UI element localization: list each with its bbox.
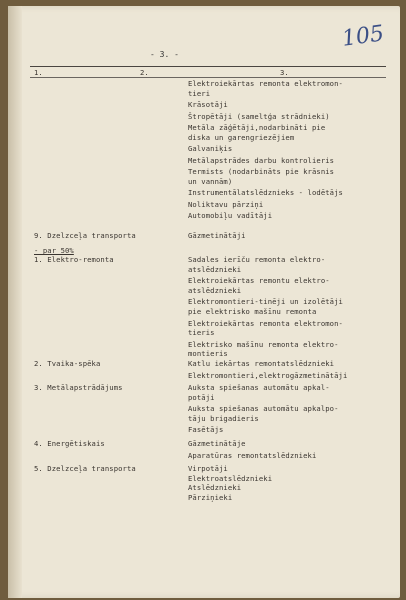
profession-line: diska un garengriezējiem <box>188 132 295 142</box>
section-header: - par 50% <box>34 246 74 255</box>
header-rule-top <box>30 66 386 67</box>
profession-line: montieris <box>188 349 228 359</box>
profession-line: Gāzmetinātāje <box>188 439 246 448</box>
handwritten-page-number: 105 <box>340 21 386 52</box>
profession-line: Gāzmetinātāji <box>188 231 246 240</box>
profession-line: tieri <box>188 88 211 98</box>
profession-line: tieris <box>188 328 215 338</box>
profession-line: pie elektrisko mašīnu remonta <box>188 307 317 316</box>
column-header-1: 1. <box>34 68 43 77</box>
binding-gutter <box>8 6 22 598</box>
profession-line: Katlu iekārtas remontatslēdznieki <box>188 359 335 368</box>
profession-line: potāji <box>188 392 215 402</box>
profession-line: Elektrisko mašīnu remonta elektro- <box>188 339 339 349</box>
profession-line: Termists (nodarbināts pie krāsnis <box>188 167 335 176</box>
profession-line: Automobiļu vadītāji <box>188 211 273 220</box>
profession-line: Noliktavu pārziņi <box>188 199 264 209</box>
row-category: 1. Elektro-remonta <box>34 255 114 264</box>
profession-line: Virpotāji <box>188 464 228 473</box>
profession-line: Galvaniķis <box>188 144 233 153</box>
profession-line: Aparatūras remontatslēdznieki <box>188 451 317 460</box>
profession-line: Metālapstrādes darbu kontrolieris <box>188 155 335 165</box>
profession-line: Štropētāji (sameltģa strādnieki) <box>188 111 330 121</box>
profession-line: Auksta spiešanas automātu apkal- <box>188 383 330 392</box>
profession-line: Krāsotāji <box>188 100 228 109</box>
header-rule-bottom <box>30 77 386 78</box>
profession-line: Atslēdznieki <box>188 483 242 493</box>
profession-line: Elektroiekārtas remontu elektro- <box>188 276 330 286</box>
row-category: 4. Energētiskais <box>34 439 105 448</box>
profession-line: Instrumentālatslēdznieks - lodētājs <box>188 188 343 197</box>
row-category: 9. Dzelzceļa transporta <box>34 231 136 240</box>
profession-line: Metāla zāģētāji,nodarbināti pie <box>188 123 326 132</box>
profession-line: Elektroatslēdznieki <box>188 473 273 483</box>
column-header-2: 2. <box>140 68 149 77</box>
profession-line: Auksta spiešanas automātu apkalpo- <box>188 404 339 413</box>
row-category: 2. Tvaika-spēka <box>34 359 101 368</box>
profession-line: Elektromontieri,elektrogāzmetinātāji <box>188 370 348 380</box>
profession-line: un vannām) <box>188 176 233 186</box>
document-page <box>8 6 400 598</box>
profession-line: Elektromontieri-tinēji un izolētāji <box>188 297 343 307</box>
profession-line: Sadales ierīču remonta elektro- <box>188 255 326 264</box>
column-header-3: 3. <box>280 68 289 77</box>
profession-line: Fasētājs <box>188 425 224 434</box>
profession-line: atslēdznieki <box>188 285 242 295</box>
profession-line: Pārziņieki <box>188 492 233 502</box>
profession-line: tāju brigadieris <box>188 413 259 423</box>
profession-line: atslēdznieki <box>188 264 242 274</box>
row-category: 5. Dzelzceļa transporta <box>34 464 136 473</box>
profession-line: Elektroiekārtas remonta elektromon- <box>188 318 343 328</box>
profession-line: Elektroiekārtas remonta elektromon- <box>188 79 343 88</box>
page-number: - 3. - <box>150 50 179 59</box>
row-category: 3. Metālapstrādājums <box>34 383 123 392</box>
